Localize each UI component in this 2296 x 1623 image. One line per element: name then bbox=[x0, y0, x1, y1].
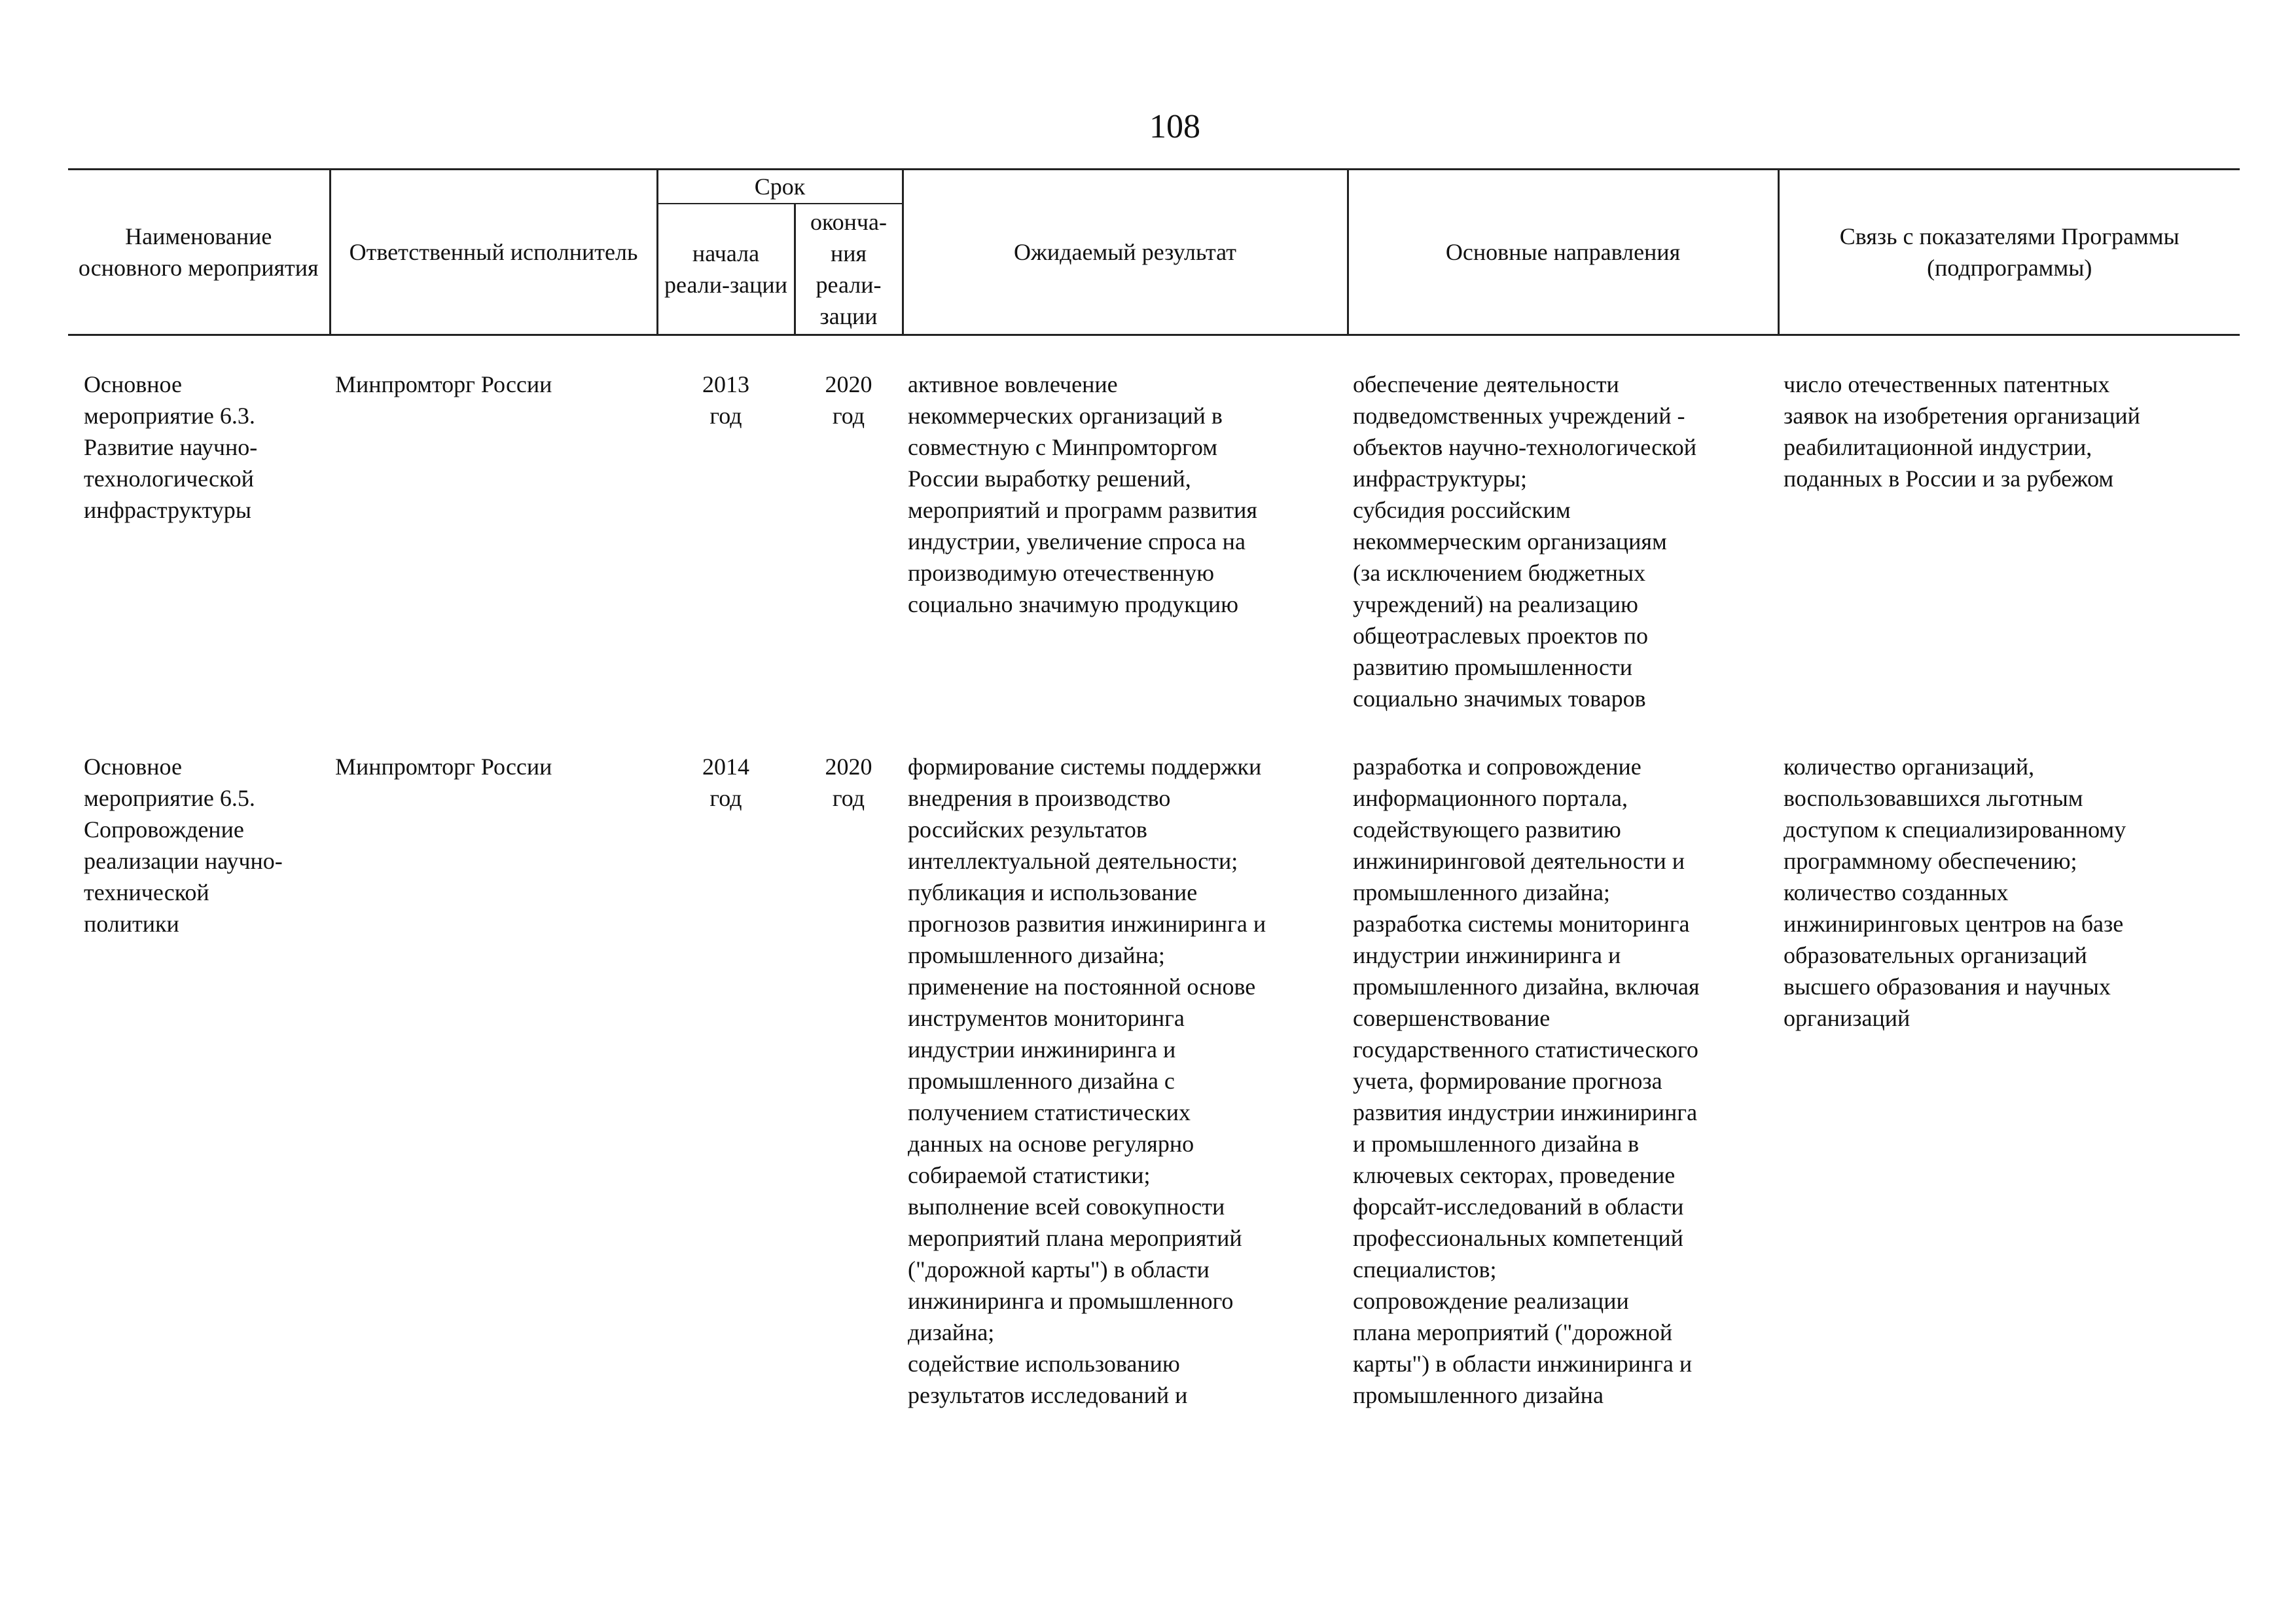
measure-name: Основное мероприятие 6.5. Сопровождение реализации научно- технической политики bbox=[84, 754, 283, 937]
header-start: начала реали-зации bbox=[657, 204, 795, 335]
table-row bbox=[68, 747, 2240, 1411]
main-directions: разработка и сопровождение информационного портала, содействующего развитию инжиниринговой деятельности и промышленного дизайна; разработка системы мониторинга индустрии инжиниринга и промышленного дизайна, включая совершенствование государственного статистического учета, формирование прогноза развития индустрии инжиниринга и промышленного дизайна в ключевых секторах, проведение форсайт-исследований в области профессиональных компетенций специалистов; сопровождение реализации плана мероприятий ("дорожной карты") в области инжиниринга и промышленного дизайна bbox=[1353, 754, 1700, 1408]
responsible-executor: Минпромторг России bbox=[335, 754, 552, 780]
main-directions: обеспечение деятельности подведомственных учреждений - объектов научно-технологической инфраструктуры; субсидия российским некоммерческим организациям (за исключением бюджетных учреждений) на реализацию общеотраслевых проектов по развитию промышленности социально значимых товаров bbox=[1353, 371, 1696, 712]
row-spacer bbox=[68, 714, 2240, 747]
program-indicators: число отечественных патентных заявок на изобретения организаций реабилитационной индустрии, поданных в России и за рубежом bbox=[1784, 371, 2140, 492]
start-year: 2013 год bbox=[702, 371, 749, 429]
table-header bbox=[68, 170, 2240, 335]
end-year: 2020 год bbox=[825, 371, 872, 429]
header-period: Срок bbox=[657, 170, 903, 204]
header-end: оконча-ния реали-зации bbox=[795, 204, 903, 335]
header-executor: Ответственный исполнитель bbox=[330, 170, 657, 335]
table-row bbox=[68, 369, 2240, 714]
responsible-executor: Минпромторг России bbox=[335, 371, 552, 397]
start-year: 2014 год bbox=[702, 754, 749, 811]
header-result: Ожидаемый результат bbox=[903, 170, 1348, 335]
program-indicators: количество организаций, воспользовавшихся льготным доступом к специализированному программному обеспечению; количество созданных инжиниринговых центров на базе образовательных организаций высшего образования и научных организаций bbox=[1784, 754, 2126, 1031]
measure-name: Основное мероприятие 6.3. Развитие научно- технологической инфраструктуры bbox=[84, 371, 258, 523]
end-year: 2020 год bbox=[825, 754, 872, 811]
expected-result: активное вовлечение некоммерческих организаций в совместную с Минпромторгом России выработку решений, мероприятий и программ развития индустрии, увеличение спроса на производимую отечественную социально значимую продукцию bbox=[908, 371, 1257, 617]
header-directions: Основные направления bbox=[1348, 170, 1778, 335]
header-name: Наименование основного мероприятия bbox=[68, 170, 330, 335]
expected-result: формирование системы поддержки внедрения в производство российских результатов интеллектуальной деятельности; публикация и использование прогнозов развития инжиниринга и промышленного дизайна; применение на постоянной основе инструментов мониторинга индустрии инжиниринга и промышленного дизайна с получением статистических данных на основе регулярно собираемой статистики; выполнение всей совокупности мероприятий плана мероприятий ("дорожной карты") в области инжиниринга и промышленного дизайна; содействие использованию результатов исследований и bbox=[908, 754, 1266, 1408]
measures-table bbox=[68, 168, 2240, 1411]
page-number: 108 bbox=[1149, 108, 1200, 145]
header-indicators: Связь с показателями Программы (подпрограммы) bbox=[1778, 170, 2240, 335]
row-spacer bbox=[68, 335, 2240, 369]
